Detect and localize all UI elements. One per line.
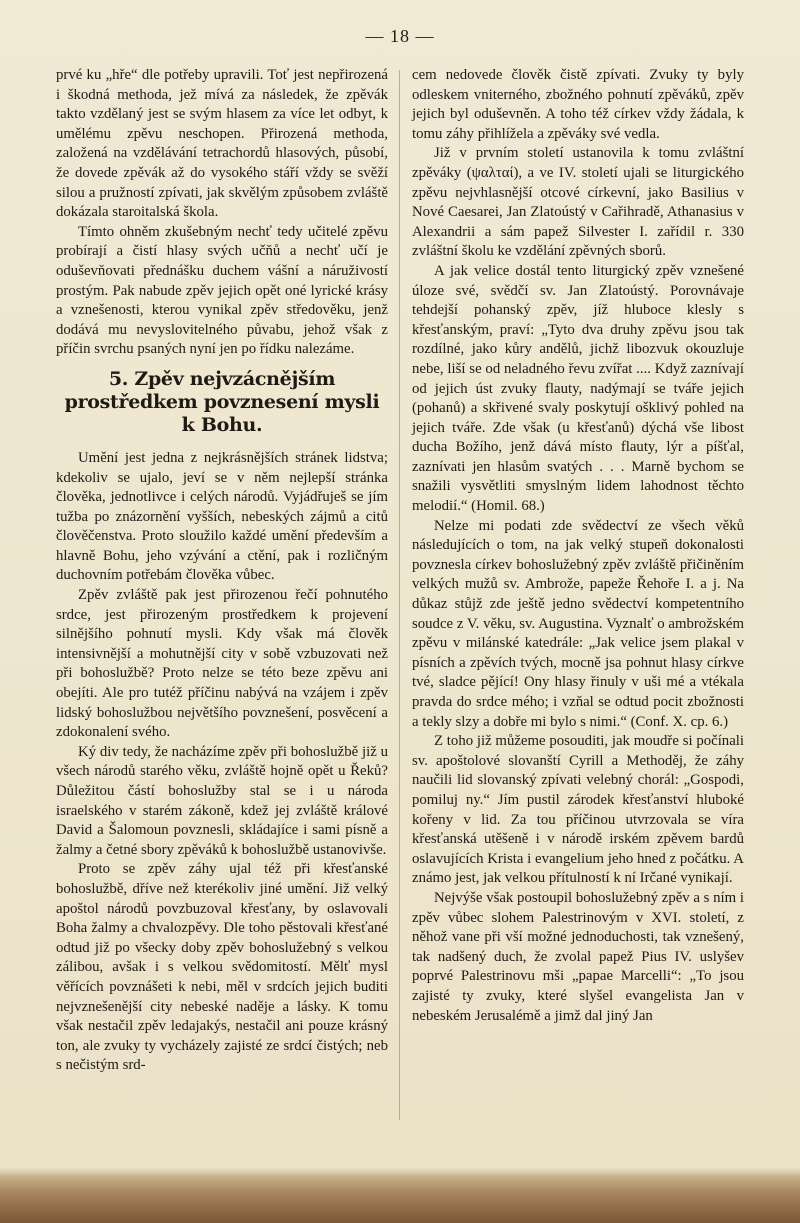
paragraph: Tímto ohněm zkušebným nechť tedy učitelé zpěvu probírají a čistí hlasy svých učňů a nechť učí je oduševňovati přednášku duchem vášní a náruživostí prostým. Pak nabude zpěv jejich opět oné lyrické krásy a vznešenosti, kterou vynikal zpěv středověku, jenž dodává mu nevyslovitelného půvabu, jehož však z příčin svrchu psaných nyní jen po řídku nalezáme.: [56, 223, 388, 358]
left-column: [56, 66, 388, 1076]
section-heading: 5. Zpěv nejvzácnějším prostředkem povznesení mysli k Bohu.: [64, 367, 380, 436]
page-number: — 18 —: [365, 26, 435, 46]
paragraph: Proto se zpěv záhy ujal též při křesťanské bohoslužbě, dříve než kterékoliv jiné umění. Již velký apoštol národů povzbuzoval křesťany, by oslavovali Boha žalmy a chvalozpěvy. Dle toho pěstovali křesťané odtud již po všecky doby zpěv bohoslužebný s velkou zálibou, avšak i s velkou svědomitostí. Mělť mysl věřících povznášeti k nebi, měl v srdcích jejich buditi nejvznešenější city nebeské naděje a lásky. K tomu však nestačil zpěv ledajakýs, nestačil ani pouze krásný ton, ale zvuky ty vycházely zajisté ze srdcí čistých; neb s nečistým srd-: [56, 861, 388, 1074]
paragraph: A jak velice dostál tento liturgický zpěv vznešené úloze své, svědčí sv. Jan Zlatoústý. Porovnávaje tehdejší pohanský zpěv, jíž hluboce klesly s křesťanským, praví: „Tyto dva druhy zpěvu jsou tak rozdílné, jako kůry andělů, jichž libozvuk okouzluje nebe, liší se od neladného řevu zvířat .... Když zaznívají od jejich úst zvuky flauty, nadýmají se tváře jejich (pohanů) a skřivené svaly poskytují ošklivý pohled na jejich tváře. Zde však (u křesťanů) dýchá vše libost ducha Božího, jenž dává místo flauty, lýr a píšťal, zaznívati jen hlasům svatých . . . Marně bychom se snažili vysvětliti smyslným lidem lahodnost těchto melodií.“ (Homil. 68.): [412, 262, 744, 515]
paragraph: cem nedovede člověk čistě zpívati. Zvuky ty byly odleskem vniterného, zbožného pohnutí zpěváků, zpěv jejich byl oduševněn. A toho též církev vždy žádala, k tomu záhy přihlížela a zpěváky své vedla.: [412, 67, 744, 142]
page-edge-shadow: [0, 1168, 800, 1176]
paragraph: Umění jest jedna z nejkrásnějších stránek lidstva; kdekoliv se ujalo, jeví se v něm nejlepší stránka člověka, jednotlivce i celých národů. Vyjádřuješ se jím tužba po znázornění vyšších, nebeských zájmů a citů člověčenstva. Proto sloužilo každé umění především a hlavně Bohu, jeho vzývání a ctění, pak i rozličným duchovním potřebám člověka vůbec.: [56, 449, 388, 584]
paragraph: Již v prvním století ustanovila k tomu zvláštní zpěváky (ψαλταί), a ve IV. století ujali se liturgického zpěvu nejvhlasnější otcové církevní, jako Basilius v Nové Caesarei, Jan Zlatoústý v Cařihradě, Athanasius v Alexandrii a sám papež Silvester I. zařídil r. 330 zvláštní školu ke vzdělání zpěvných sborů.: [412, 145, 744, 260]
paragraph: Zpěv zvláště pak jest přirozenou řečí pohnutého srdce, jest přirozeným prostředkem k projevení silnějšího pohnutí mysli. Kdy však má člověk intensivnější a mohutnější city v sobě vzbuzovati než při bohoslužbě? Proto nelze se této beze zpěvu ani obejíti. Ale pro tutéž příčinu nabývá na vzájem i zpěv lidský bohoslužbou největšího povznešení, posvěcení a zdokonalení svého.: [56, 587, 388, 741]
paragraph: Ký div tedy, že nacházíme zpěv při bohoslužbě již u všech národů starého věku, zvláště hojně opět u Řeků? Důležitou částí bohoslužby stal se i u národa israelského v starém zákoně, kdež jej zvláště králové David a Šalomoun povznesli, skládajíce i sami písně a žalmy a četné sbory zpěváků k bohoslužbě ustanovivše.: [56, 743, 388, 858]
paragraph: prvé ku „hře“ dle potřeby upravili. Toť jest nepřirozená i škodná methoda, jež mívá za následek, že zpěvák takto vzdělaný jest se svým hlasem za více let odbyt, k umělému zpěvu neschopen. Přirozená methoda, založená na vzdělávání tetrachordů hlasových, působí, že dovede zpěvák až do vysokého stáří vždy se svěží silou a pružností zpívati, jak skvělým způsobem zvláště dokázala staroitalská škola.: [56, 67, 388, 221]
column-divider: [399, 70, 400, 1120]
paragraph: Nejvýše však postoupil bohoslužebný zpěv a s ním i zpěv vůbec slohem Palestrinovým v XVI. století, z něhož vane při vší možné jednoduchosti, tak vznešený, tak nadšený duch, že zvolal papež Pius IV. uslyšev poprvé Palestrinovu mši „papae Marcelli“: „To jsou zajisté ty zvuky, které slyšel evangelista Jan v nebeském Jerusalémě a jimž dal jiný Jan: [412, 889, 744, 1024]
right-column: [412, 66, 744, 1026]
paragraph: Z toho již můžeme posouditi, jak moudře si počínali sv. apoštolové slovanští Cyrill a Methoděj, že záhy naučili lid slovanský zpívati velebný chorál: „Gospodi, pomiluj ny.“ Jím pustil zárodek křesťanství hluboké kořeny v lid. Za tou příčinou utvrzovala se víra křesťanská utěšeně i v národě irském zpěvem bardů oslavujících Krista i evangelium jeho hned z počátku. A známo jest, jak velkou přítulností k ní Irčané vynikají.: [412, 733, 744, 887]
paragraph: Nelze mi podati zde svědectví ze všech věků následujících o tom, na jak velký stupeň dokonalosti povznesla církev bohoslužebný zpěv zvláště přičiněním velkých mužů sv. Ambrože, papeže Řehoře I. a j. Na důkaz stůjž zde ještě jedno svědectví kompetentního soudce z V. věku, sv. Augustina. Vyznalť o ambrožském zpěvu v milánské katedrále: „Jak velice jsem plakal v písních a zpěvích tvých, mocně jsa pohnut hlasy církve tvé, sladce pějící! Ony hlasy řinuly v uši mé a vtékala pravda do srdce mého; i vzňal se odtud pocit zbožnosti a tekly slzy a dobře mi bylo s nimi.“ (Conf. X. cp. 6.): [412, 517, 744, 730]
page-bottom-edge: [0, 1168, 800, 1223]
